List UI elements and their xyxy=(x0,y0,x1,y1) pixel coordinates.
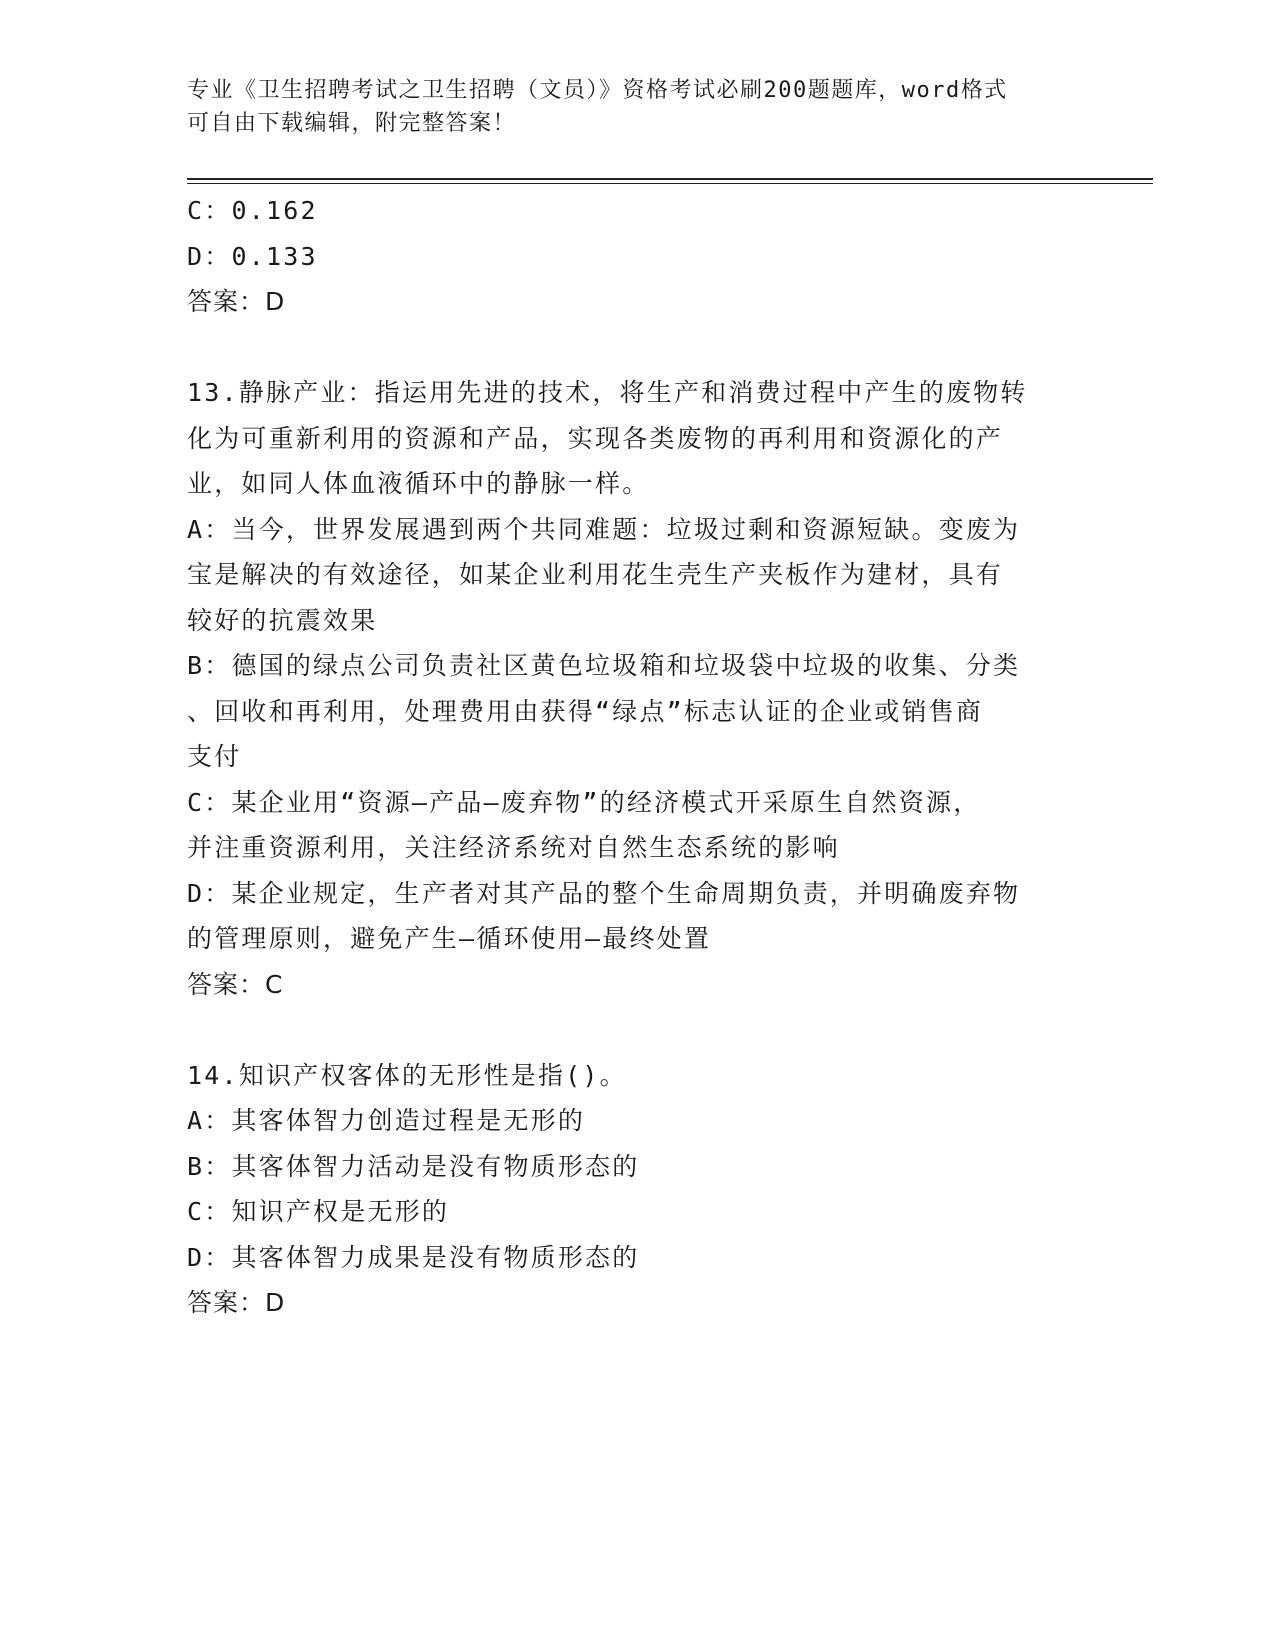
question-13-option-d-line-2: 的管理原则，避免产生—循环使用—最终处置 xyxy=(187,924,712,953)
question-13-option-c-line-2: 并注重资源利用，关注经济系统对自然生态系统的影响 xyxy=(187,833,840,862)
prev-question-block xyxy=(187,188,1087,325)
question-13-option-c-line-1: C：某企业用“资源—产品—废弃物”的经济模式开采原生自然资源， xyxy=(187,787,981,817)
question-14-option-a: A：其客体智力创造过程是无形的 xyxy=(187,1106,586,1135)
header-line-1: 专业《卫生招聘考试之卫生招聘（文员）》资格考试必刷200题题库，word格式 xyxy=(187,78,1008,103)
question-14-option-b: B：其客体智力活动是没有物质形态的 xyxy=(187,1151,640,1181)
answer-line: 答案：D xyxy=(187,287,286,316)
question-13-option-a-line-3: 较好的抗震效果 xyxy=(187,605,378,635)
question-14-answer: 答案：D xyxy=(187,1288,286,1317)
document-header xyxy=(187,74,1087,140)
spacer xyxy=(187,1007,1087,1053)
header-line-2: 可自由下载编辑，附完整答案！ xyxy=(187,111,517,136)
header-rule-thick xyxy=(187,178,1153,180)
option-c: C：0.162 xyxy=(187,196,318,225)
question-14-option-d: D：其客体智力成果是没有物质形态的 xyxy=(187,1242,640,1272)
question-13-option-b-line-1: B：德国的绿点公司负责社区黄色垃圾箱和垃圾袋中垃圾的收集、分类 xyxy=(187,651,1021,680)
question-13-answer: 答案：C xyxy=(187,969,284,999)
question-13-option-a-line-2: 宝是解决的有效途径，如某企业利用花生壳生产夹板作为建材，具有 xyxy=(187,560,1004,589)
header-rule-thin xyxy=(187,183,1153,184)
question-13-option-b-line-2: 、回收和再利用，处理费用由获得“绿点”标志认证的企业或销售商 xyxy=(187,696,984,726)
question-13-option-d-line-1: D：某企业规定，生产者对其产品的整个生命周期负责，并明确废弃物 xyxy=(187,878,1021,908)
question-13-option-a-line-1: A：当今，世界发展遇到两个共同难题：垃圾过剩和资源短缺。变废为 xyxy=(187,514,1021,544)
question-14-option-c: C：知识产权是无形的 xyxy=(187,1197,450,1226)
question-14-block xyxy=(187,1053,1087,1326)
option-d: D：0.133 xyxy=(187,241,318,271)
question-13-stem-line-1: 13.静脉产业：指运用先进的技术，将生产和消费过程中产生的废物转 xyxy=(187,378,1028,407)
spacer xyxy=(187,325,1087,371)
question-13-stem-line-2: 化为可重新利用的资源和产品，实现各类废物的再利用和资源化的产 xyxy=(187,423,1004,453)
question-13-stem-line-3: 业，如同人体血液循环中的静脉一样。 xyxy=(187,469,650,498)
question-13-option-b-line-3: 支付 xyxy=(187,742,242,771)
question-14-stem: 14.知识产权客体的无形性是指()。 xyxy=(187,1060,627,1090)
question-13-block xyxy=(187,370,1087,1007)
document-body xyxy=(187,188,1087,1326)
